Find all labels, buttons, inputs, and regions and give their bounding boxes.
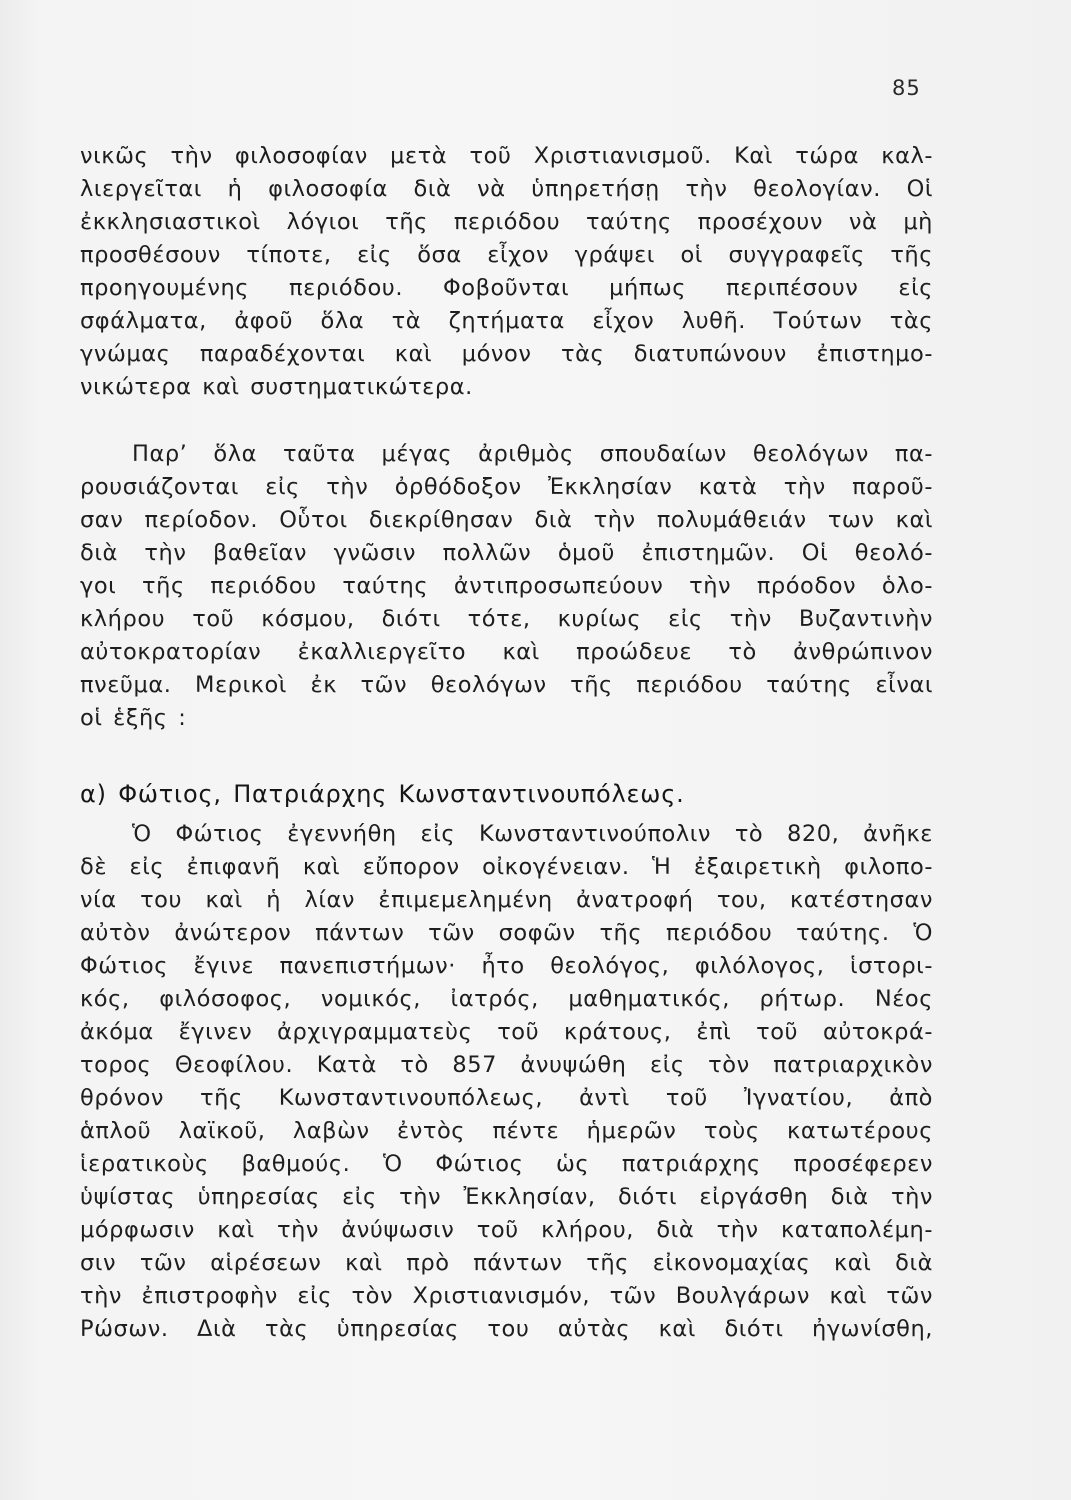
paragraph-2 — [80, 438, 933, 735]
text-line: ἱερατικοὺς βαθμούς. Ὁ Φώτιος ὡς πατριάρχης προσέφερεν — [80, 1151, 933, 1177]
text-line: Παρ’ ὅλα ταῦτα μέγας ἀριθμὸς σπουδαίων θεολόγων πα- — [132, 441, 933, 467]
text-line: ρουσιάζονται εἰς τὴν ὀρθόδοξον Ἐκκλησίαν κατὰ τὴν παροῦ- — [80, 474, 933, 500]
text-line: ὑψίστας ὑπηρεσίας εἰς τὴν Ἐκκλησίαν, διότι εἰργάσθη διὰ τὴν — [80, 1184, 933, 1210]
text-line: θρόνον τῆς Κωνσταντινουπόλεως, ἀντὶ τοῦ Ἰγνατίου, ἀπὸ — [80, 1085, 933, 1111]
text-line: Ὁ Φώτιος ἐγεννήθη εἰς Κωνσταντινούπολιν τὸ 820, ἀνῆκε — [132, 821, 933, 847]
text-line: ἁπλοῦ λαϊκοῦ, λαβὼν ἐντὸς πέντε ἡμερῶν τοὺς κατωτέρους — [80, 1118, 933, 1144]
text-line: μόρφωσιν καὶ τὴν ἀνύψωσιν τοῦ κλήρου, διὰ τὴν καταπολέμη- — [80, 1217, 933, 1243]
text-line: κός, φιλόσοφος, νομικός, ἰατρός, μαθηματικός, ρήτωρ. Νέος — [80, 986, 933, 1012]
text-line: τὴν ἐπιστροφὴν εἰς τὸν Χριστιανισμόν, τῶν Βουλγάρων καὶ τῶν — [80, 1283, 933, 1309]
text-line: δὲ εἰς ἐπιφανῆ καὶ εὔπορον οἰκογένειαν. Ἡ ἐξαιρετικὴ φιλοπο- — [80, 854, 933, 880]
text-line: αὐτοκρατορίαν ἐκαλλιεργεῖτο καὶ προώδευε τὸ ἀνθρώπινον — [80, 639, 933, 665]
text-line: προηγουμένης περιόδου. Φοβοῦνται μήπως περιπέσουν εἰς — [80, 275, 933, 301]
text-line: λιεργεῖται ἡ φιλοσοφία διὰ νὰ ὑπηρετήσῃ τὴν θεολογίαν. Οἱ — [80, 176, 933, 202]
text-line: αὐτὸν ἀνώτερον πάντων τῶν σοφῶν τῆς περιόδου ταύτης. Ὁ — [80, 920, 933, 946]
text-line: σαν περίοδον. Οὗτοι διεκρίθησαν διὰ τὴν πολυμάθειάν των καὶ — [80, 507, 933, 533]
text-line: γνώμας παραδέχονται καὶ μόνον τὰς διατυπώνουν ἐπιστημο- — [80, 341, 933, 367]
text-line: νικώτερα καὶ συστηματικώτερα. — [80, 374, 473, 400]
text-line: πνεῦμα. Μερικοὶ ἐκ τῶν θεολόγων τῆς περιόδου ταύτης εἶναι — [80, 672, 933, 698]
text-line: γοι τῆς περιόδου ταύτης ἀντιπροσωπεύουν τὴν πρόοδον ὁλο- — [80, 573, 933, 599]
text-line: σφάλματα, ἀφοῦ ὅλα τὰ ζητήματα εἶχον λυθῆ. Τούτων τὰς — [80, 308, 933, 334]
text-line: Ρώσων. Διὰ τὰς ὑπηρεσίας του αὐτὰς καὶ διότι ἠγωνίσθη, — [80, 1316, 933, 1342]
section-heading: α) Φώτιος, Πατριάρχης Κωνσταντινουπόλεως. — [80, 780, 685, 808]
text-line: διὰ τὴν βαθεῖαν γνῶσιν πολλῶν ὁμοῦ ἐπιστημῶν. Οἱ θεολό- — [80, 540, 933, 566]
text-line: τορος Θεοφίλου. Κατὰ τὸ 857 ἀνυψώθη εἰς τὸν πατριαρχικὸν — [80, 1052, 933, 1078]
text-line: προσθέσουν τίποτε, εἰς ὅσα εἶχον γράψει οἱ συγγραφεῖς τῆς — [80, 242, 933, 268]
text-line: Φώτιος ἔγινε πανεπιστήμων· ἦτο θεολόγος, φιλόλογος, ἱστορι- — [80, 953, 933, 979]
section-photios — [80, 778, 933, 1346]
text-line: νία του καὶ ἡ λίαν ἐπιμεμελημένη ἀνατροφή του, κατέστησαν — [80, 887, 933, 913]
text-line: σιν τῶν αἱρέσεων καὶ πρὸ πάντων τῆς εἰκονομαχίας καὶ διὰ — [80, 1250, 933, 1276]
text-line: ἐκκλησιαστικοὶ λόγιοι τῆς περιόδου ταύτης προσέχουν νὰ μὴ — [80, 209, 933, 235]
text-line: νικῶς τὴν φιλοσοφίαν μετὰ τοῦ Χριστιανισμοῦ. Καὶ τώρα καλ- — [80, 143, 933, 169]
paragraph-1 — [80, 140, 933, 404]
text-line: ἀκόμα ἔγινεν ἀρχιγραμματεὺς τοῦ κράτους, ἐπὶ τοῦ αὐτοκρά- — [80, 1019, 933, 1045]
text-line: κλήρου τοῦ κόσμου, διότι τότε, κυρίως εἰς τὴν Βυζαντινὴν — [80, 606, 933, 632]
text-line: οἱ ἑξῆς : — [80, 705, 187, 731]
page-number: 85 — [892, 76, 921, 100]
